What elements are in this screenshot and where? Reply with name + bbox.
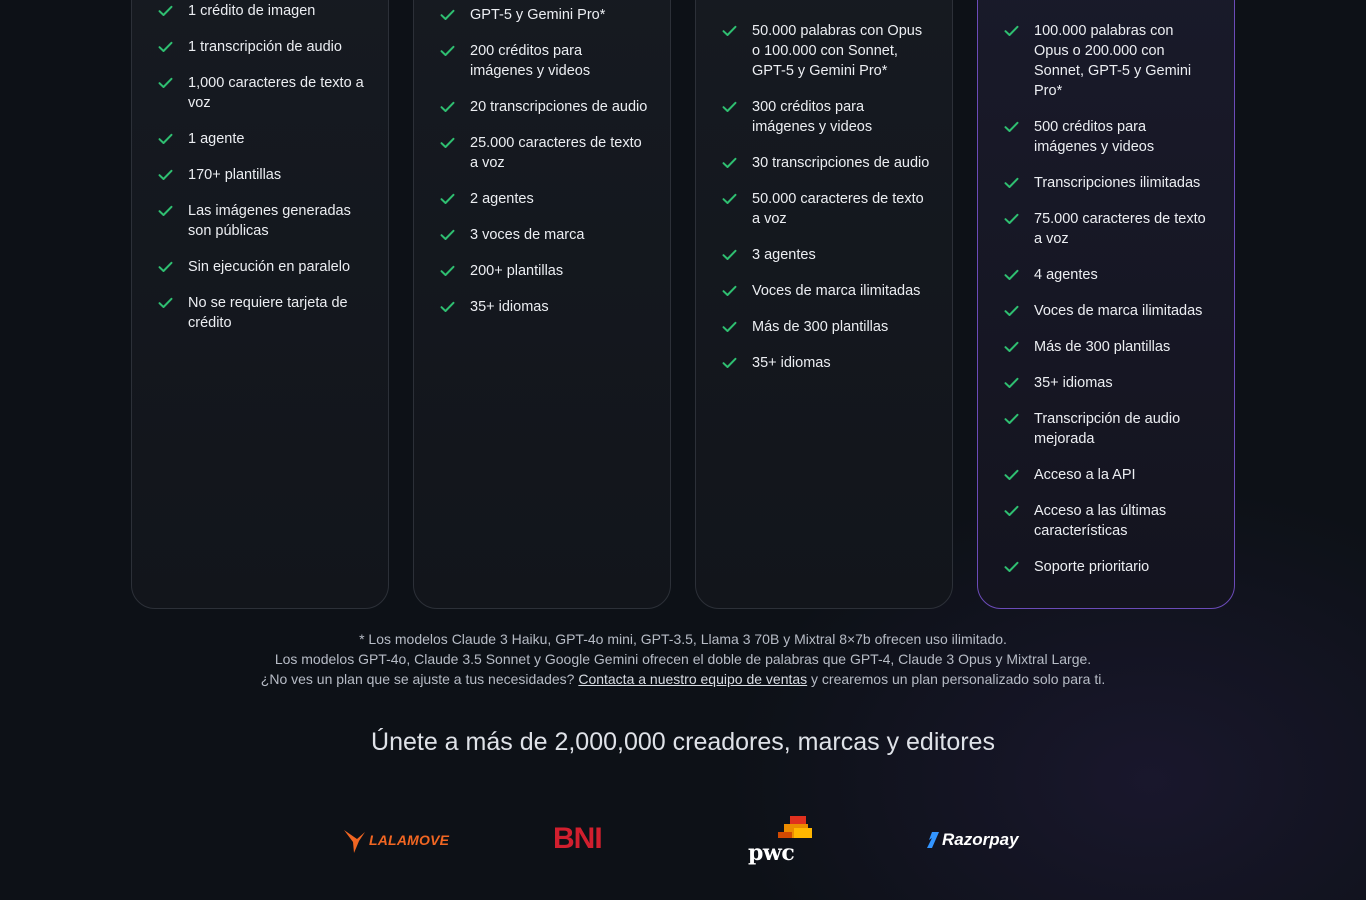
feature-item bbox=[722, 21, 930, 81]
feature-text: Sin ejecución en paralelo bbox=[188, 259, 351, 275]
feature-text: Transcripciones ilimitadas bbox=[1034, 175, 1201, 191]
feature-text: Acceso a la API bbox=[1034, 467, 1136, 483]
check-icon bbox=[1004, 409, 1034, 429]
feature-text: 500 créditos para imágenes y videos bbox=[1034, 119, 1155, 155]
check-icon bbox=[158, 37, 188, 57]
feature-item bbox=[440, 5, 648, 25]
pricing-footnote bbox=[0, 629, 1366, 689]
check-icon bbox=[722, 353, 752, 373]
feature-item bbox=[440, 261, 648, 281]
razorpay-logo bbox=[926, 830, 1019, 850]
feature-item bbox=[440, 225, 648, 245]
feature-list bbox=[722, 21, 930, 389]
feature-item bbox=[1004, 337, 1212, 357]
plan-card-pro bbox=[695, 0, 953, 609]
check-icon bbox=[440, 5, 470, 25]
check-icon bbox=[440, 225, 470, 245]
feature-text: Transcripción de audio mejorada bbox=[1034, 411, 1181, 447]
feature-item bbox=[722, 281, 930, 301]
feature-text: 300 créditos para imágenes y videos bbox=[752, 99, 873, 135]
feature-item bbox=[1004, 501, 1212, 541]
check-icon bbox=[722, 317, 752, 337]
feature-item bbox=[1004, 465, 1212, 485]
feature-text: 3 agentes bbox=[752, 247, 816, 263]
feature-text: 200 créditos para imágenes y videos bbox=[470, 43, 591, 79]
feature-text: GPT-5 y Gemini Pro* bbox=[470, 7, 606, 23]
check-icon bbox=[722, 281, 752, 301]
feature-item bbox=[158, 73, 366, 113]
plan-card-basic bbox=[413, 0, 671, 609]
feature-item bbox=[1004, 21, 1212, 101]
check-icon bbox=[440, 41, 470, 61]
feature-text: Soporte prioritario bbox=[1034, 559, 1150, 575]
footnote-line-3 bbox=[0, 669, 1366, 689]
check-icon bbox=[1004, 557, 1034, 577]
join-heading: Únete a más de 2,000,000 creadores, marcas y editores bbox=[371, 728, 995, 756]
feature-text: Las imágenes generadas son públicas bbox=[188, 203, 351, 239]
pwc-logo-text: pwc bbox=[748, 840, 795, 866]
feature-text: 170+ plantillas bbox=[188, 167, 282, 183]
feature-list bbox=[1004, 21, 1212, 593]
feature-item bbox=[158, 37, 366, 57]
feature-item bbox=[440, 189, 648, 209]
razorpay-slash-icon bbox=[926, 831, 940, 849]
check-icon bbox=[158, 257, 188, 277]
check-icon bbox=[158, 165, 188, 185]
check-icon bbox=[1004, 117, 1034, 137]
pwc-logo bbox=[748, 816, 814, 866]
feature-item bbox=[722, 353, 930, 373]
feature-item bbox=[1004, 209, 1212, 249]
check-icon bbox=[1004, 21, 1034, 41]
feature-text: 50.000 palabras con Opus o 100.000 con Sonnet, GPT-5 y Gemini Pro* bbox=[752, 23, 923, 79]
feature-text: 4 agentes bbox=[1034, 267, 1098, 283]
feature-item bbox=[1004, 117, 1212, 157]
check-icon bbox=[722, 153, 752, 173]
feature-item bbox=[158, 201, 366, 241]
feature-item bbox=[1004, 409, 1212, 449]
check-icon bbox=[158, 73, 188, 93]
feature-item bbox=[440, 97, 648, 117]
feature-text: 35+ idiomas bbox=[1034, 375, 1113, 391]
feature-text: Voces de marca ilimitadas bbox=[1034, 303, 1203, 319]
footnote-line-3-before: ¿No ves un plan que se ajuste a tus necesidades? bbox=[260, 671, 579, 687]
check-icon bbox=[1004, 301, 1034, 321]
feature-text: No se requiere tarjeta de crédito bbox=[188, 295, 348, 331]
feature-text: 1 transcripción de audio bbox=[188, 39, 342, 55]
check-icon bbox=[440, 261, 470, 281]
check-icon bbox=[158, 1, 188, 21]
feature-text: 1 agente bbox=[188, 131, 245, 147]
feature-text: Acceso a las últimas características bbox=[1034, 503, 1167, 539]
check-icon bbox=[1004, 501, 1034, 521]
check-icon bbox=[1004, 465, 1034, 485]
lalamove-bird-icon bbox=[343, 826, 367, 854]
footnote-line-2: Los modelos GPT-4o, Claude 3.5 Sonnet y Google Gemini ofrecen el doble de palabras que GPT-4, Claude 3 Opus y Mixtral Large. bbox=[274, 651, 1092, 667]
bni-logo-text: BNI bbox=[553, 822, 602, 855]
feature-item bbox=[440, 133, 648, 173]
check-icon bbox=[1004, 337, 1034, 357]
check-icon bbox=[1004, 209, 1034, 229]
contact-sales-link[interactable]: Contacta a nuestro equipo de ventas bbox=[578, 671, 808, 687]
feature-item bbox=[1004, 557, 1212, 577]
feature-item bbox=[1004, 301, 1212, 321]
feature-text: 35+ idiomas bbox=[470, 299, 549, 315]
feature-item bbox=[722, 189, 930, 229]
feature-text: 2 agentes bbox=[470, 191, 534, 207]
feature-list bbox=[440, 5, 648, 333]
check-icon bbox=[1004, 265, 1034, 285]
feature-item bbox=[440, 297, 648, 317]
footnote-line-3-after: y crearemos un plan personalizado solo para ti. bbox=[807, 671, 1106, 687]
pwc-blocks-icon bbox=[748, 816, 814, 842]
feature-text: 25.000 caracteres de texto a voz bbox=[470, 135, 642, 171]
footnote-line-1: * Los modelos Claude 3 Haiku, GPT-4o mini, GPT-3.5, Llama 3 70B y Mixtral 8×7b ofrecen uso ilimitado. bbox=[359, 631, 1007, 647]
feature-text: 100.000 palabras con Opus o 200.000 con Sonnet, GPT-5 y Gemini Pro* bbox=[1034, 23, 1192, 99]
feature-text: 30 transcripciones de audio bbox=[752, 155, 930, 171]
plan-card-free bbox=[131, 0, 389, 609]
feature-item bbox=[722, 245, 930, 265]
check-icon bbox=[158, 293, 188, 313]
check-icon bbox=[440, 189, 470, 209]
check-icon bbox=[440, 97, 470, 117]
feature-text: 35+ idiomas bbox=[752, 355, 831, 371]
feature-item bbox=[1004, 173, 1212, 193]
feature-item bbox=[722, 97, 930, 137]
feature-item bbox=[722, 317, 930, 337]
feature-item bbox=[158, 129, 366, 149]
check-icon bbox=[722, 189, 752, 209]
feature-text: Más de 300 plantillas bbox=[752, 319, 889, 335]
feature-item bbox=[722, 153, 930, 173]
plan-card-premium bbox=[977, 0, 1235, 609]
feature-item bbox=[440, 41, 648, 81]
feature-text: Más de 300 plantillas bbox=[1034, 339, 1171, 355]
check-icon bbox=[1004, 373, 1034, 393]
check-icon bbox=[722, 21, 752, 41]
feature-item bbox=[158, 293, 366, 333]
feature-text: 1 crédito de imagen bbox=[188, 3, 316, 19]
razorpay-logo-text: Razorpay bbox=[942, 830, 1019, 849]
feature-text: 3 voces de marca bbox=[470, 227, 585, 243]
check-icon bbox=[1004, 173, 1034, 193]
check-icon bbox=[158, 129, 188, 149]
feature-text: 50.000 caracteres de texto a voz bbox=[752, 191, 924, 227]
check-icon bbox=[440, 133, 470, 153]
feature-text: 75.000 caracteres de texto a voz bbox=[1034, 211, 1206, 247]
feature-item bbox=[158, 165, 366, 185]
feature-item bbox=[1004, 373, 1212, 393]
lalamove-logo bbox=[343, 826, 449, 854]
feature-text: 20 transcripciones de audio bbox=[470, 99, 648, 115]
feature-item bbox=[1004, 265, 1212, 285]
check-icon bbox=[722, 97, 752, 117]
feature-text: 200+ plantillas bbox=[470, 263, 564, 279]
feature-text: 1,000 caracteres de texto a voz bbox=[188, 75, 364, 111]
feature-text: Voces de marca ilimitadas bbox=[752, 283, 921, 299]
bni-logo bbox=[553, 822, 602, 856]
check-icon bbox=[158, 201, 188, 221]
feature-list bbox=[158, 1, 366, 349]
lalamove-logo-text: LALAMOVE bbox=[369, 832, 450, 848]
check-icon bbox=[440, 297, 470, 317]
check-icon bbox=[722, 245, 752, 265]
feature-item bbox=[158, 1, 366, 21]
feature-item bbox=[158, 257, 366, 277]
